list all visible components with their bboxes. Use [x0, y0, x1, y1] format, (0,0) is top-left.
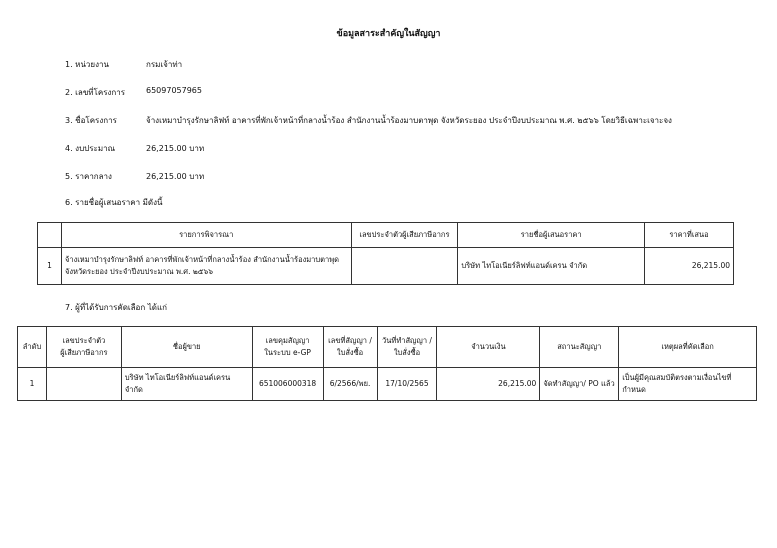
col-header-price: ราคาที่เสนอ — [645, 223, 734, 248]
row-contract-no: 6/2566/พย. — [323, 368, 377, 401]
field-median-price-value: 26,215.00 บาท — [146, 172, 205, 181]
field-agency-value: กรมเจ้าท่า — [146, 60, 183, 69]
col-header-bidder: รายชื่อผู้เสนอราคา — [458, 223, 645, 248]
row-no: 1 — [38, 248, 62, 285]
row-status: จัดทำสัญญา/ PO แล้ว — [540, 368, 619, 401]
col-header-status: สถานะสัญญา — [540, 327, 619, 368]
bidders-table — [37, 222, 734, 285]
field-budget-label: 4. งบประมาณ — [65, 144, 116, 153]
field-median-price-label: 5. ราคากลาง — [65, 172, 112, 181]
row-amount: 26,215.00 — [437, 368, 540, 401]
table-row — [38, 248, 734, 285]
field-project-no-label: 2. เลขที่โครงการ — [65, 88, 126, 97]
field-project-name-label: 3. ชื่อโครงการ — [65, 116, 117, 125]
col-header-no — [38, 223, 62, 248]
row-price: 26,215.00 — [645, 248, 734, 285]
selected-vendor-table — [17, 326, 757, 401]
row-bidder: บริษัท ไทโอเนียร์ลิฟท์แอนด์เครน จำกัด — [458, 248, 645, 285]
col-header-tax-id-line2: ผู้เสียภาษีอากร — [60, 348, 108, 357]
page-title: ข้อมูลสาระสำคัญในสัญญา — [336, 29, 441, 39]
row-item — [61, 248, 351, 285]
col-header-control-no-line2: ในระบบ e-GP — [264, 348, 311, 357]
bidders-table-header — [38, 223, 734, 248]
row-vendor-line1: บริษัท ไทโอเนียร์ลิฟท์แอนด์เครน — [124, 373, 231, 382]
col-header-date — [377, 327, 437, 368]
row-item-line1: จ้างเหมาบำรุงรักษาลิฟท์ อาคารที่พักเจ้าหน้าที่กลางน้ำร้อง สำนักงานน้ำร้องมาบตาพุด — [64, 255, 340, 264]
selected-table-header — [18, 327, 757, 368]
section-bidders-heading: 6. รายชื่อผู้เสนอราคา มีดังนี้ — [65, 198, 163, 207]
col-header-contract-no — [323, 327, 377, 368]
col-header-tax-id-line1: เลขประจำตัว — [62, 336, 106, 345]
col-header-tax-id — [46, 327, 121, 368]
row-vendor-line2: จำกัด — [124, 385, 143, 394]
row-tax-id — [351, 248, 458, 285]
row-no: 1 — [18, 368, 47, 401]
col-header-contract-no-line2: ใบสั่งซื้อ — [336, 348, 364, 357]
row-tax-id — [46, 368, 121, 401]
col-header-contract-no-line1: เลขที่สัญญา / — [328, 336, 372, 345]
col-header-vendor: ชื่อผู้ขาย — [121, 327, 252, 368]
field-project-name-value: จ้างเหมาบำรุงรักษาลิฟท์ อาคารที่พักเจ้าหน้าที่กลางน้ำร้อง สำนักงานน้ำร้องมาบตาพุด จังหวัดระยอง ประจำปีงบประมาณ พ.ศ. ๒๕๖๖ โดยวิธีเฉพาะเจาะจง — [146, 116, 672, 125]
col-header-no: ลำดับ — [18, 327, 47, 368]
row-item-line2: จังหวัดระยอง ประจำปีงบประมาณ พ.ศ. ๒๕๖๖ — [64, 267, 213, 276]
row-date: 17/10/2565 — [377, 368, 437, 401]
row-control-no: 651006000318 — [252, 368, 323, 401]
col-header-amount: จำนวนเงิน — [437, 327, 540, 368]
row-reason: เป็นผู้มีคุณสมบัติตรงตามเงื่อนไขที่กำหนด — [619, 368, 757, 401]
col-header-tax-id: เลขประจำตัวผู้เสียภาษีอากร — [351, 223, 458, 248]
col-header-control-no-line1: เลขคุมสัญญา — [265, 336, 310, 345]
col-header-date-line1: วันที่ทำสัญญา / — [382, 336, 432, 345]
field-budget-value: 26,215.00 บาท — [146, 144, 205, 153]
section-selected-heading: 7. ผู้ที่ได้รับการคัดเลือก ได้แก่ — [65, 303, 167, 312]
col-header-date-line2: ใบสั่งซื้อ — [393, 348, 421, 357]
col-header-item: รายการพิจารณา — [61, 223, 351, 248]
row-vendor — [121, 368, 252, 401]
table-row — [18, 368, 757, 401]
field-project-no-value: 65097057965 — [146, 86, 202, 95]
field-agency-label: 1. หน่วยงาน — [65, 60, 109, 69]
col-header-reason: เหตุผลที่คัดเลือก — [619, 327, 757, 368]
col-header-control-no — [252, 327, 323, 368]
